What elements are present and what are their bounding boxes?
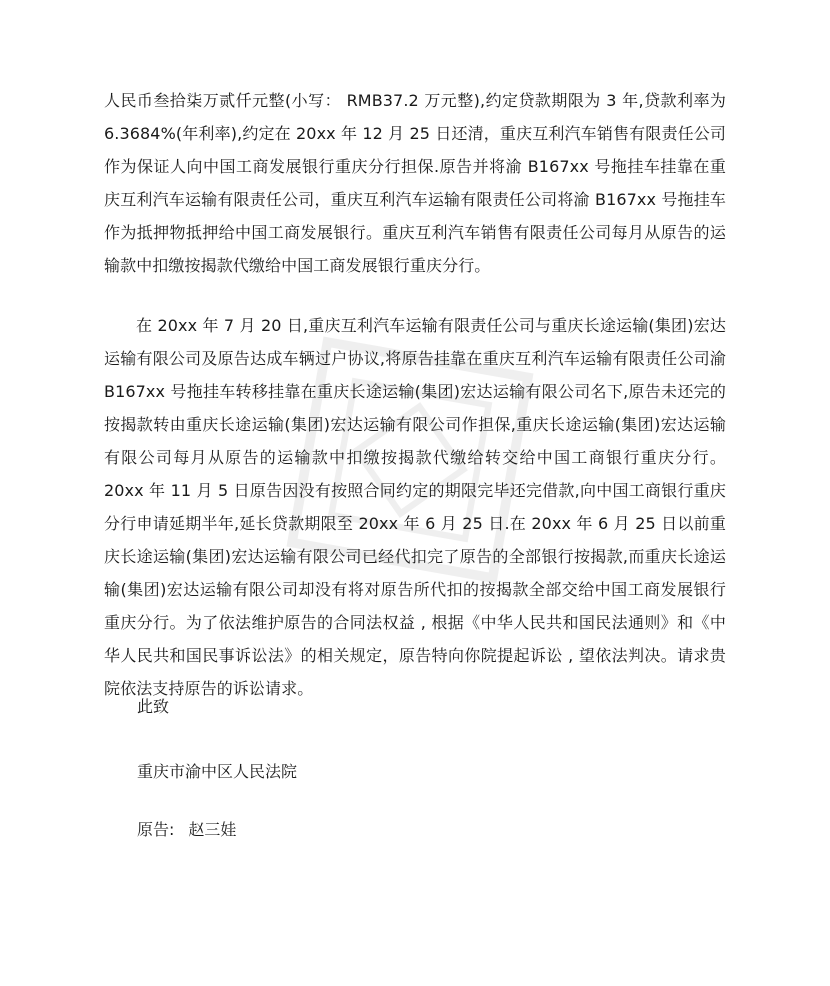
closing-salute: 此致 — [137, 697, 170, 716]
plaintiff-name: 赵三娃 — [188, 820, 237, 839]
plaintiff-line — [137, 818, 236, 842]
court-name: 重庆市渝中区人民法院 — [137, 762, 298, 781]
body-paragraph-2: 在 20xx 年 7 月 20 日,重庆互利汽车运输有限责任公司与重庆长途运输(集团)宏达运输有限公司及原告达成车辆过户协议,将原告挂靠在重庆互利汽车运输有限责任公司渝 B167xx 号拖挂车转移挂靠在重庆长途运输(集团)宏达运输有限公司名下,原告未还完的按揭款转由重庆长途运输(集团)宏达运输有限公司作担保,重庆长途运输(集团)宏达运输有限公司每月从原告的运输款中扣缴按揭款代缴给转交给中国工商银行重庆分行。 20xx 年 11 月 5 日原告因没有按照合同约定的期限完毕还完借款,向中国工商银行重庆分行申请延期半年,延长贷款期限至 20xx 年 6 月 25 日.在 20xx 年 6 月 25 日以前重庆长途运输(集团)宏达运输有限公司已经代扣完了原告的全部银行按揭款,而重庆长途运输(集团)宏达运输有限公司却没有将对原告所代扣的按揭款全部交给中国工商发展银行重庆分行。为了依法维护原告的合同法权益 , 根据《中华人民共和国民法通则》和《中华人民共和国民事诉讼法》的相关规定，原告特向你院提起诉讼 , 望依法判决。请求贵院依法支持原告的诉讼请求。 — [104, 316, 726, 698]
body-paragraph-1: 人民币叁拾柒万贰仟元整(小写： RMB37.2 万元整),约定贷款期限为 3 年,贷款利率为 6.3684%(年利率),约定在 20xx 年 12 月 25 日还清，重庆互利汽车销售有限责任公司作为保证人向中国工商发展银行重庆分行担保.原告并将渝 B167xx 号拖挂车挂靠在重庆互利汽车运输有限责任公司，重庆互利汽车运输有限责任公司将渝 B167xx 号拖挂车作为抵押物抵押给中国工商发展银行。重庆互利汽车销售有限责任公司每月从原告的运输款中扣缴按揭款代缴给中国工商发展银行重庆分行。 — [104, 91, 726, 275]
plaintiff-label: 原告: — [137, 820, 175, 839]
